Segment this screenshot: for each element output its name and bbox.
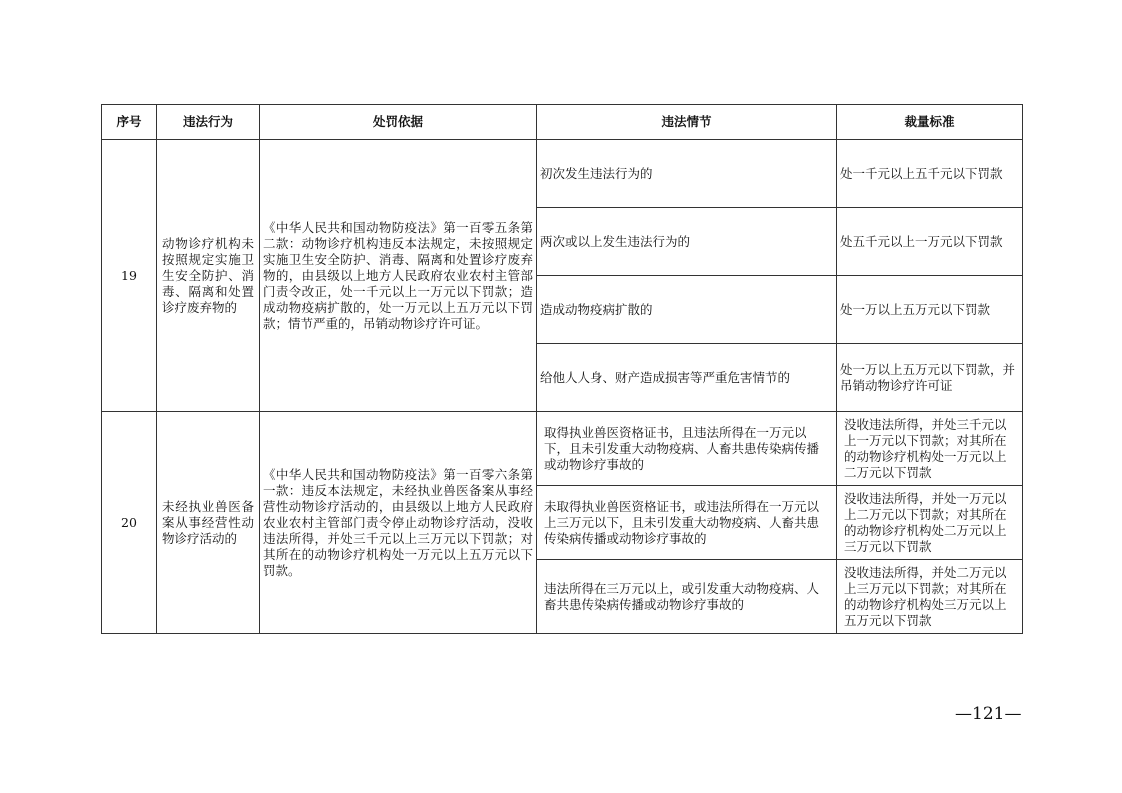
header-serial-no: 序号 bbox=[102, 105, 157, 140]
basis-cell: 《中华人民共和国动物防疫法》第一百零五条第二款：动物诊疗机构违反本法规定，未按照规定实施卫生安全防护、消毒、隔离和处置诊疗废弃物的，由县级以上地方人民政府农业农村主管部门责令改正，处一千元以上一万元以下罚款；造成动物疫病扩散的，处一万元以上五万元以下罚款；情节严重的，吊销动物诊疗许可证。 bbox=[260, 140, 537, 412]
standard-cell: 处一万以上五万元以下罚款 bbox=[837, 276, 1023, 344]
table-row bbox=[102, 412, 1023, 486]
circumstance-cell: 给他人人身、财产造成损害等严重危害情节的 bbox=[537, 344, 837, 412]
table-row bbox=[102, 140, 1023, 208]
header-violation: 违法行为 bbox=[157, 105, 260, 140]
header-penalty-basis: 处罚依据 bbox=[260, 105, 537, 140]
standard-cell: 没收违法所得，并处三千元以上一万元以下罚款；对其所在的动物诊疗机构处一万元以上二万元以下罚款 bbox=[837, 412, 1023, 486]
violation-cell: 未经执业兽医备案从事经营性动物诊疗活动的 bbox=[157, 412, 260, 634]
circumstance-cell: 违法所得在三万元以上，或引发重大动物疫病、人畜共患传染病传播或动物诊疗事故的 bbox=[537, 560, 837, 634]
header-discretion-standard: 裁量标准 bbox=[837, 105, 1023, 140]
header-row bbox=[102, 105, 1023, 140]
row-number: 20 bbox=[102, 412, 157, 634]
penalty-table bbox=[101, 104, 1023, 634]
standard-cell: 没收违法所得，并处二万元以上三万元以下罚款；对其所在的动物诊疗机构处三万元以上五万元以下罚款 bbox=[837, 560, 1023, 634]
circumstance-cell: 未取得执业兽医资格证书，或违法所得在一万元以上三万元以下，且未引发重大动物疫病、人畜共患传染病传播或动物诊疗事故的 bbox=[537, 486, 837, 560]
circumstance-cell: 初次发生违法行为的 bbox=[537, 140, 837, 208]
circumstance-cell: 两次或以上发生违法行为的 bbox=[537, 208, 837, 276]
basis-cell: 《中华人民共和国动物防疫法》第一百零六条第一款：违反本法规定，未经执业兽医备案从事经营性动物诊疗活动的，由县级以上地方人民政府农业农村主管部门责令停止动物诊疗活动，没收违法所得，并处三千元以上三万元以下罚款；对其所在的动物诊疗机构处一万元以上五万元以下罚款。 bbox=[260, 412, 537, 634]
header-circumstance: 违法情节 bbox=[537, 105, 837, 140]
circumstance-cell: 取得执业兽医资格证书，且违法所得在一万元以下，且未引发重大动物疫病、人畜共患传染病传播或动物诊疗事故的 bbox=[537, 412, 837, 486]
standard-cell: 处五千元以上一万元以下罚款 bbox=[837, 208, 1023, 276]
standard-cell: 处一千元以上五千元以下罚款 bbox=[837, 140, 1023, 208]
violation-cell: 动物诊疗机构未按照规定实施卫生安全防护、消毒、隔离和处置诊疗废弃物的 bbox=[157, 140, 260, 412]
circumstance-cell: 造成动物疫病扩散的 bbox=[537, 276, 837, 344]
standard-cell: 处一万以上五万元以下罚款，并吊销动物诊疗许可证 bbox=[837, 344, 1023, 412]
page-number: —121— bbox=[955, 704, 1022, 724]
standard-cell: 没收违法所得，并处一万元以上二万元以下罚款；对其所在的动物诊疗机构处二万元以上三万元以下罚款 bbox=[837, 486, 1023, 560]
row-number: 19 bbox=[102, 140, 157, 412]
